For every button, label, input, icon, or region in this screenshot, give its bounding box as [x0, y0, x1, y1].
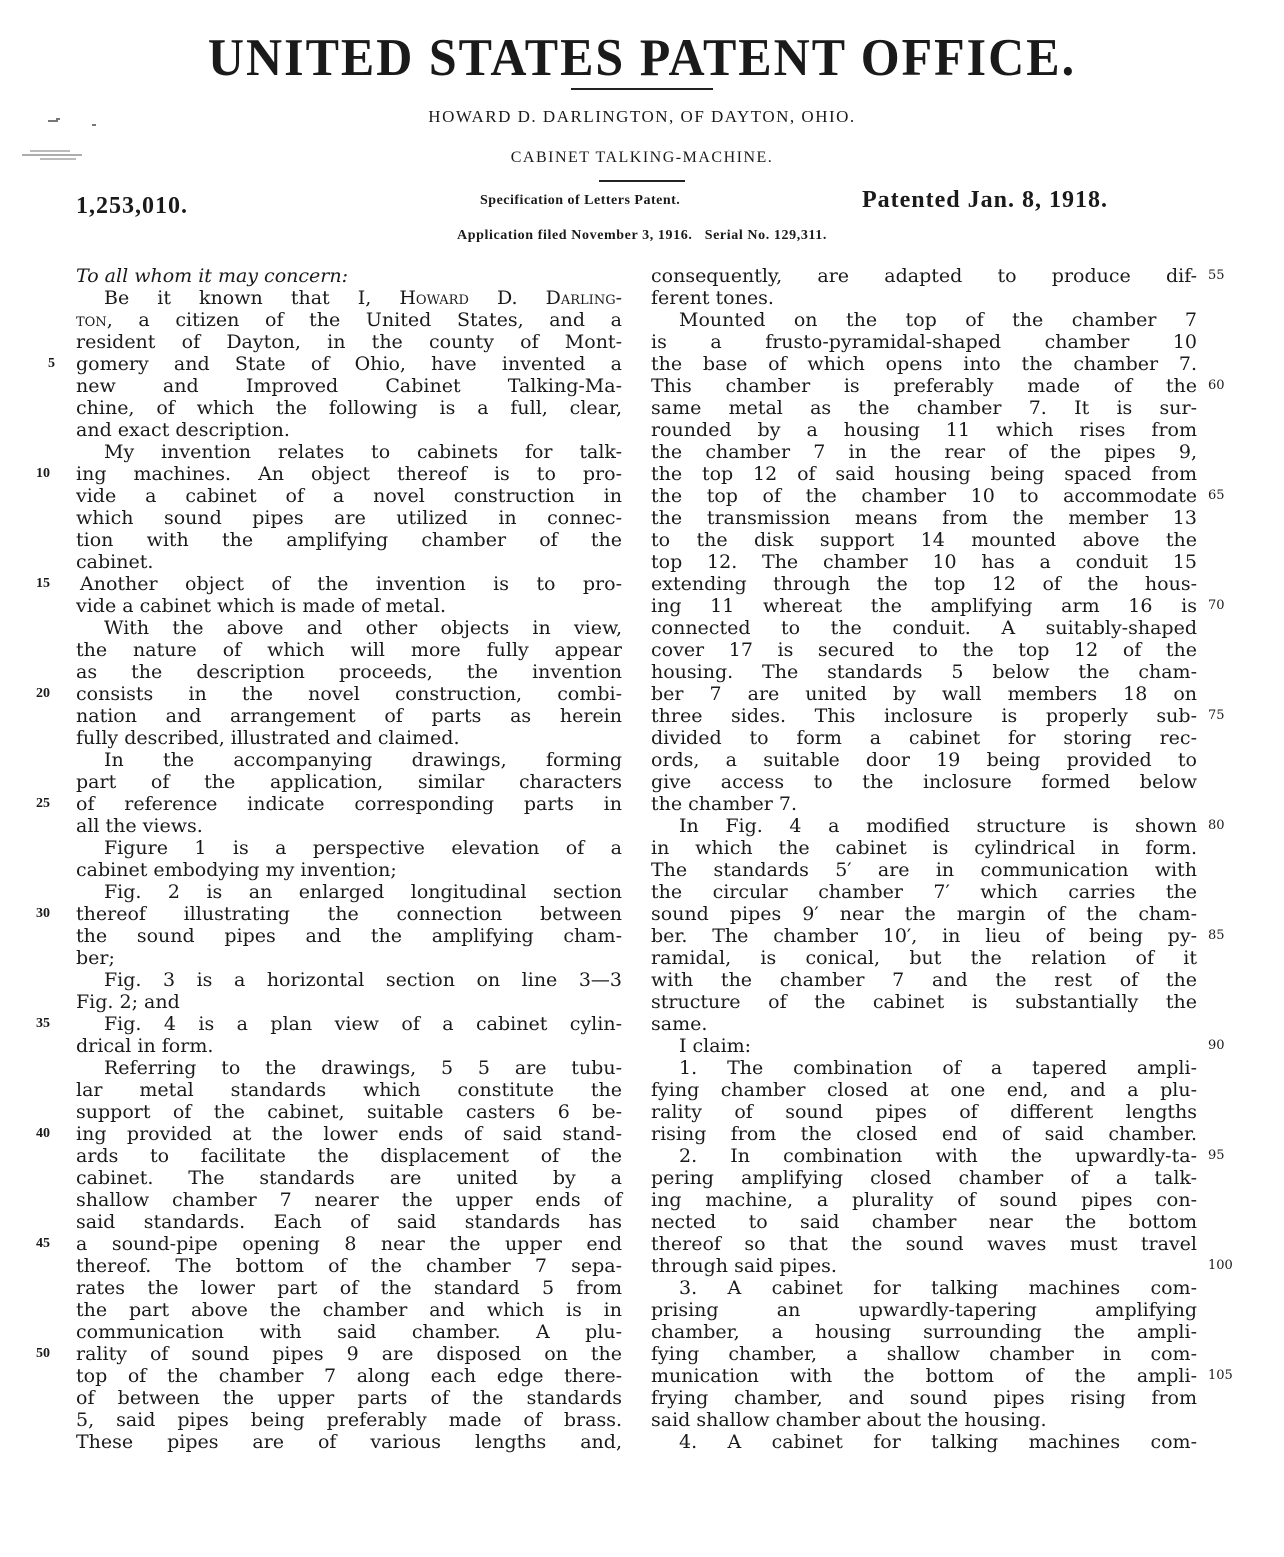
text-line: lar metal standards which constitute the	[76, 1079, 622, 1101]
text-line: chine, of which the following is a full, clear,	[76, 397, 622, 419]
text-line: same metal as the chamber 7. It is sur-	[651, 397, 1197, 419]
text-line: ing provided at the lower ends of said stand-	[76, 1123, 622, 1145]
text-line: the chamber 7.	[651, 793, 798, 815]
text-line: to the disk support 14 mounted above the	[651, 529, 1197, 551]
text-line: is a frusto-pyramidal-shaped chamber 10	[651, 331, 1197, 353]
text-line: Figure 1 is a perspective elevation of a	[104, 837, 622, 859]
text-line: structure of the cabinet is substantially the	[651, 991, 1197, 1013]
line-number: 45	[36, 1236, 50, 1251]
text-line: ards to facilitate the displacement of the	[76, 1145, 622, 1167]
text-line: three sides. This inclosure is properly sub-	[651, 705, 1197, 727]
text-line: Fig. 4 is a plan view of a cabinet cylin-	[104, 1013, 622, 1035]
text-line: thereof so that the sound waves must travel	[651, 1233, 1197, 1255]
inventor-line: HOWARD D. DARLINGTON, OF DAYTON, OHIO.	[428, 107, 856, 126]
text-line: through said pipes.	[651, 1255, 837, 1277]
text-line: the part above the chamber and which is in	[76, 1299, 622, 1321]
text-line: of reference indicate corresponding parts in	[76, 793, 622, 815]
text-line: Referring to the drawings, 5 5 are tubu-	[104, 1057, 622, 1079]
line-number: 5	[48, 356, 55, 371]
text-line: part of the application, similar characters	[76, 771, 622, 793]
text-line: fying chamber, a shallow chamber in com-	[651, 1343, 1197, 1365]
text-line: chamber, a housing surrounding the ampli-	[651, 1321, 1197, 1343]
text-line: tion with the amplifying chamber of the	[76, 529, 622, 551]
text-line: ing 11 whereat the amplifying arm 16 is	[651, 595, 1197, 617]
text-line: consequently, are adapted to produce dif-	[651, 265, 1197, 287]
line-number: 75	[1208, 708, 1225, 723]
text-line: the base of which opens into the chamber 7.	[651, 353, 1197, 375]
subject-rule	[599, 180, 685, 182]
text-line: divided to form a cabinet for storing rec-	[651, 727, 1197, 749]
claims-heading: I claim:	[679, 1035, 752, 1057]
text-line: as the description proceeds, the invention	[76, 661, 622, 683]
text-line: said shallow chamber about the housing.	[651, 1409, 1047, 1431]
text-line: same.	[651, 1013, 708, 1035]
line-number: 10	[36, 466, 50, 481]
title-rule	[571, 88, 713, 90]
text-line: rality of sound pipes 9 are disposed on the	[76, 1343, 622, 1365]
scan-speck-marks	[20, 118, 110, 178]
claim-4-line: 4. A cabinet for talking machines com-	[679, 1431, 1197, 1453]
text-line: Be it known that I, Howard D. Darling-	[104, 287, 622, 309]
text-line: the transmission means from the member 13	[651, 507, 1197, 529]
text-line: drical in form.	[76, 1035, 214, 1057]
line-number: 15	[36, 576, 50, 591]
text-line: ton, a citizen of the United States, and a	[76, 309, 622, 331]
text-line: With the above and other objects in view,	[104, 617, 622, 639]
line-number: 85	[1208, 928, 1225, 943]
text-line: prising an upwardly-tapering amplifying	[651, 1299, 1197, 1321]
claim-2-line: 2. In combination with the upwardly-ta-	[679, 1145, 1197, 1167]
text-line: with the chamber 7 and the rest of the	[651, 969, 1197, 991]
text-line: support of the cabinet, suitable casters 6 be-	[76, 1101, 622, 1123]
text-line: top of the chamber 7 along each edge there-	[76, 1365, 622, 1387]
text-line: In the accompanying drawings, forming	[104, 749, 622, 771]
line-number: 20	[36, 686, 50, 701]
subject-line: CABINET TALKING-MACHINE.	[510, 149, 774, 166]
text-line: Mounted on the top of the chamber 7	[679, 309, 1197, 331]
text-line: rounded by a housing 11 which rises from	[651, 419, 1197, 441]
line-number: 70	[1208, 598, 1225, 613]
text-line: Fig. 2; and	[76, 991, 180, 1013]
text-line: Another object of the invention is to pro-	[80, 573, 622, 595]
text-line: rates the lower part of the standard 5 from	[76, 1277, 622, 1299]
text-line: the top 12 of said housing being spaced from	[651, 463, 1197, 485]
text-line: ber. The chamber 10′, in lieu of being py-	[651, 925, 1197, 947]
line-number: 80	[1208, 818, 1225, 833]
text-line: ber;	[76, 947, 115, 969]
text-line: housing. The standards 5 below the cham-	[651, 661, 1197, 683]
patented-date: Patented Jan. 8, 1918.	[862, 187, 1108, 213]
text-line: nected to said chamber near the bottom	[651, 1211, 1197, 1233]
text-line: 5, said pipes being preferably made of brass.	[76, 1409, 622, 1431]
text-line: communication with said chamber. A plu-	[76, 1321, 622, 1343]
text-line: My invention relates to cabinets for talk-	[104, 441, 622, 463]
text-line: pering amplifying closed chamber of a talk-	[651, 1167, 1197, 1189]
application-line: Application filed November 3, 1916. Serial No. 129,311.	[457, 228, 827, 243]
text-line: These pipes are of various lengths and,	[76, 1431, 622, 1453]
line-number: 55	[1208, 268, 1225, 283]
text-line: a sound-pipe opening 8 near the upper end	[76, 1233, 622, 1255]
claim-3-line: 3. A cabinet for talking machines com-	[679, 1277, 1197, 1299]
patent-number: 1,253,010.	[76, 193, 188, 219]
line-number: 60	[1208, 378, 1225, 393]
line-number: 50	[36, 1346, 50, 1361]
text-line: nation and arrangement of parts as herein	[76, 705, 622, 727]
specification-label: Specification of Letters Patent.	[480, 193, 681, 208]
text-line: The standards 5′ are in communication with	[651, 859, 1197, 881]
text-line: all the views.	[76, 815, 203, 837]
text-line: cabinet.	[76, 551, 154, 573]
line-number: 35	[36, 1016, 50, 1031]
text-line: sound pipes 9′ near the margin of the cham-	[651, 903, 1197, 925]
line-number: 95	[1208, 1148, 1225, 1163]
text-line: top 12. The chamber 10 has a conduit 15	[651, 551, 1197, 573]
text-line: Fig. 2 is an enlarged longitudinal section	[104, 881, 622, 903]
text-line: the top of the chamber 10 to accommodate	[651, 485, 1197, 507]
text-line: ber 7 are united by wall members 18 on	[651, 683, 1197, 705]
text-line: new and Improved Cabinet Talking-Ma-	[76, 375, 622, 397]
text-line: vide a cabinet of a novel construction in	[76, 485, 622, 507]
text-line: the circular chamber 7′ which carries the	[651, 881, 1197, 903]
text-line: rality of sound pipes of different lengths	[651, 1101, 1197, 1123]
text-line: ferent tones.	[651, 287, 774, 309]
text-line: give access to the inclosure formed below	[651, 771, 1197, 793]
text-line: the nature of which will more fully appear	[76, 639, 622, 661]
text-line: cabinet embodying my invention;	[76, 859, 397, 881]
text-line: ing machines. An object thereof is to pro-	[76, 463, 622, 485]
line-number: 65	[1208, 488, 1225, 503]
line-number: 105	[1208, 1368, 1233, 1383]
text-line: cabinet. The standards are united by a	[76, 1167, 622, 1189]
text-line: ramidal, is conical, but the relation of it	[651, 947, 1197, 969]
salutation: To all whom it may concern:	[76, 265, 348, 287]
line-number: 25	[36, 796, 50, 811]
text-line: said standards. Each of said standards has	[76, 1211, 622, 1233]
text-line: This chamber is preferably made of the	[651, 375, 1197, 397]
claim-1-line: 1. The combination of a tapered ampli-	[679, 1057, 1197, 1079]
text-line: fully described, illustrated and claimed.	[76, 727, 460, 749]
text-line: Fig. 3 is a horizontal section on line 3—3	[104, 969, 622, 991]
text-line: In Fig. 4 a modified structure is shown	[679, 815, 1197, 837]
text-line: extending through the top 12 of the hous-	[651, 573, 1197, 595]
right-column	[651, 265, 1197, 1453]
line-number: 40	[36, 1126, 50, 1141]
text-line: thereof illustrating the connection between	[76, 903, 622, 925]
text-line: fying chamber closed at one end, and a plu-	[651, 1079, 1197, 1101]
text-line: munication with the bottom of the ampli-	[651, 1365, 1197, 1387]
text-line: the sound pipes and the amplifying cham-	[76, 925, 622, 947]
text-line: of between the upper parts of the standards	[76, 1387, 622, 1409]
text-line: and exact description.	[76, 419, 290, 441]
text-line: consists in the novel construction, combi-	[76, 683, 622, 705]
text-line: in which the cabinet is cylindrical in form.	[651, 837, 1197, 859]
text-line: ing machine, a plurality of sound pipes con-	[651, 1189, 1197, 1211]
line-number: 90	[1208, 1038, 1225, 1053]
line-number: 30	[36, 906, 50, 921]
text-line: which sound pipes are utilized in connec-	[76, 507, 622, 529]
text-line: shallow chamber 7 nearer the upper ends of	[76, 1189, 622, 1211]
text-line: frying chamber, and sound pipes rising from	[651, 1387, 1197, 1409]
text-line: ords, a suitable door 19 being provided to	[651, 749, 1197, 771]
text-line: the chamber 7 in the rear of the pipes 9,	[651, 441, 1197, 463]
line-number: 100	[1208, 1258, 1233, 1273]
text-line: thereof. The bottom of the chamber 7 sepa-	[76, 1255, 622, 1277]
text-line: vide a cabinet which is made of metal.	[76, 595, 446, 617]
text-line: resident of Dayton, in the county of Mont-	[76, 331, 622, 353]
left-column	[76, 265, 622, 1453]
office-title: UNITED STATES PATENT OFFICE.	[207, 27, 1077, 87]
text-line: rising from the closed end of said chamber.	[651, 1123, 1197, 1145]
text-line: cover 17 is secured to the top 12 of the	[651, 639, 1197, 661]
text-line: gomery and State of Ohio, have invented a	[76, 353, 622, 375]
text-line: connected to the conduit. A suitably-shaped	[651, 617, 1197, 639]
